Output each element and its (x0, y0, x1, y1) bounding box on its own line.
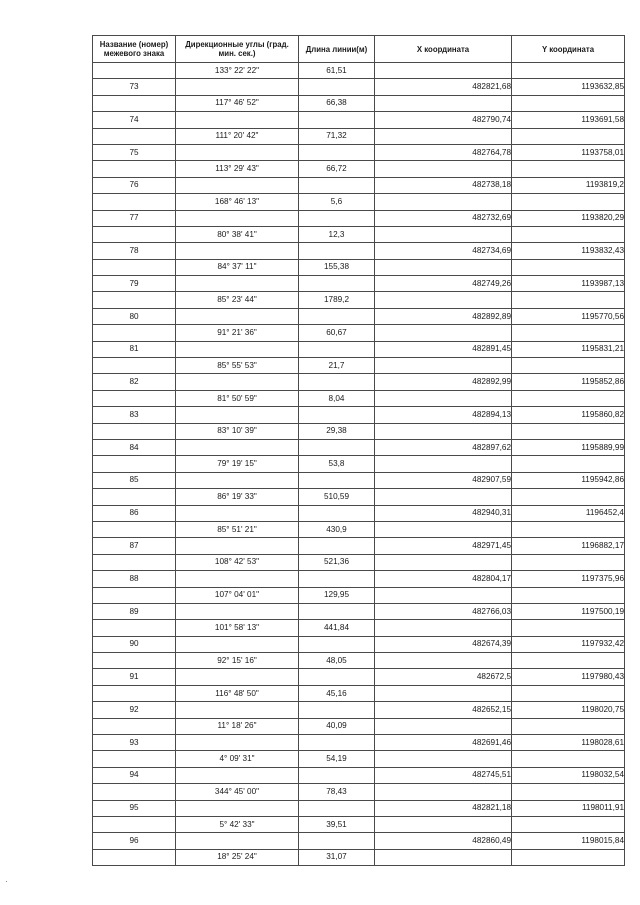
segment-row (93, 620, 625, 636)
segment-angle: 85° 51' 21" (176, 521, 299, 537)
point-row (93, 79, 625, 95)
y-coordinate: 1196882,17 (512, 538, 625, 554)
point-name: 74 (93, 112, 176, 128)
segment-length: 48,05 (299, 653, 375, 669)
point-name: 84 (93, 439, 176, 455)
header-line-length: Длина линии(м) (299, 36, 375, 63)
y-coordinate: 1198032,54 (512, 767, 625, 783)
point-row (93, 276, 625, 292)
point-name: 93 (93, 735, 176, 751)
y-coordinate: 1195831,21 (512, 341, 625, 357)
segment-length: 5,6 (299, 194, 375, 210)
segment-angle: 133° 22' 22" (176, 63, 299, 79)
point-name: 92 (93, 702, 176, 718)
x-coordinate: 482892,89 (375, 308, 512, 324)
segment-angle: 111° 20' 42" (176, 128, 299, 144)
x-coordinate: 482860,49 (375, 833, 512, 849)
point-row (93, 112, 625, 128)
point-name: 78 (93, 243, 176, 259)
point-row (93, 735, 625, 751)
y-coordinate: 1195860,82 (512, 407, 625, 423)
y-coordinate: 1195942,86 (512, 472, 625, 488)
point-name: 90 (93, 636, 176, 652)
point-name: 82 (93, 374, 176, 390)
point-row (93, 144, 625, 160)
segment-angle: 91° 21' 36" (176, 325, 299, 341)
point-row (93, 407, 625, 423)
segment-length: 40,09 (299, 718, 375, 734)
point-name: 73 (93, 79, 176, 95)
segment-angle: 84° 37' 11" (176, 259, 299, 275)
y-coordinate: 1197375,96 (512, 571, 625, 587)
point-row (93, 833, 625, 849)
segment-angle: 113° 29' 43" (176, 161, 299, 177)
point-name: 94 (93, 767, 176, 783)
point-row (93, 767, 625, 783)
point-row (93, 505, 625, 521)
segment-angle: 92° 15' 16" (176, 653, 299, 669)
segment-angle: 80° 38' 41" (176, 226, 299, 242)
segment-length: 78,43 (299, 784, 375, 800)
segment-length: 54,19 (299, 751, 375, 767)
x-coordinate: 482674,39 (375, 636, 512, 652)
segment-row (93, 128, 625, 144)
segment-length: 8,04 (299, 390, 375, 406)
segment-row (93, 685, 625, 701)
point-name: 95 (93, 800, 176, 816)
segment-row (93, 849, 625, 865)
segment-row (93, 292, 625, 308)
segment-row (93, 325, 625, 341)
x-coordinate: 482891,45 (375, 341, 512, 357)
x-coordinate: 482764,78 (375, 144, 512, 160)
segment-row (93, 489, 625, 505)
x-coordinate: 482971,45 (375, 538, 512, 554)
y-coordinate: 1193987,13 (512, 276, 625, 292)
table-header-row (93, 36, 625, 63)
x-coordinate: 482732,69 (375, 210, 512, 226)
segment-length: 45,16 (299, 685, 375, 701)
segment-angle: 168° 46' 13" (176, 194, 299, 210)
segment-length: 1789,2 (299, 292, 375, 308)
x-coordinate: 482738,18 (375, 177, 512, 193)
y-coordinate: 1193819,2 (512, 177, 625, 193)
point-row (93, 177, 625, 193)
segment-length: 129,95 (299, 587, 375, 603)
y-coordinate: 1197980,43 (512, 669, 625, 685)
segment-row (93, 358, 625, 374)
point-row (93, 800, 625, 816)
segment-row (93, 521, 625, 537)
x-coordinate: 482790,74 (375, 112, 512, 128)
segment-length: 66,38 (299, 95, 375, 111)
header-x-coordinate: X координата (375, 36, 512, 63)
segment-length: 510,59 (299, 489, 375, 505)
segment-angle: 83° 10' 39" (176, 423, 299, 439)
segment-length: 39,51 (299, 816, 375, 832)
segment-angle: 85° 23' 44" (176, 292, 299, 308)
y-coordinate: 1195852,86 (512, 374, 625, 390)
segment-angle: 4° 09' 31" (176, 751, 299, 767)
segment-row (93, 423, 625, 439)
x-coordinate: 482907,59 (375, 472, 512, 488)
point-row (93, 243, 625, 259)
x-coordinate: 482691,46 (375, 735, 512, 751)
x-coordinate: 482652,15 (375, 702, 512, 718)
segment-row (93, 554, 625, 570)
segment-angle: 81° 50' 59" (176, 390, 299, 406)
point-name: 88 (93, 571, 176, 587)
header-y-coordinate: Y координата (512, 36, 625, 63)
segment-length: 71,32 (299, 128, 375, 144)
point-row (93, 210, 625, 226)
x-coordinate: 482892,99 (375, 374, 512, 390)
segment-angle: 107° 04' 01" (176, 587, 299, 603)
point-name: 83 (93, 407, 176, 423)
segment-angle: 18° 25' 24" (176, 849, 299, 865)
x-coordinate: 482940,31 (375, 505, 512, 521)
x-coordinate: 482897,62 (375, 439, 512, 455)
segment-angle: 101° 58' 13" (176, 620, 299, 636)
segment-angle: 5° 42' 33" (176, 816, 299, 832)
point-row (93, 669, 625, 685)
point-name: 76 (93, 177, 176, 193)
segment-row (93, 587, 625, 603)
y-coordinate: 1193632,85 (512, 79, 625, 95)
point-row (93, 341, 625, 357)
segment-angle: 86° 19' 33" (176, 489, 299, 505)
y-coordinate: 1193832,43 (512, 243, 625, 259)
point-name: 79 (93, 276, 176, 292)
point-name: 75 (93, 144, 176, 160)
segment-row (93, 751, 625, 767)
y-coordinate: 1193758,01 (512, 144, 625, 160)
point-name: 80 (93, 308, 176, 324)
segment-length: 21,7 (299, 358, 375, 374)
segment-angle: 344° 45' 00" (176, 784, 299, 800)
segment-length: 61,51 (299, 63, 375, 79)
segment-length: 12,3 (299, 226, 375, 242)
segment-angle: 108° 42' 53" (176, 554, 299, 570)
point-name: 85 (93, 472, 176, 488)
y-coordinate: 1198028,61 (512, 735, 625, 751)
segment-row (93, 161, 625, 177)
x-coordinate: 482749,26 (375, 276, 512, 292)
y-coordinate: 1193691,58 (512, 112, 625, 128)
table-body (93, 63, 625, 866)
segment-row (93, 226, 625, 242)
point-name: 87 (93, 538, 176, 554)
segment-length: 430,9 (299, 521, 375, 537)
y-coordinate: 1198020,75 (512, 702, 625, 718)
segment-angle: 85° 55' 53" (176, 358, 299, 374)
y-coordinate: 1198011,91 (512, 800, 625, 816)
point-row (93, 472, 625, 488)
segment-row (93, 259, 625, 275)
point-row (93, 571, 625, 587)
point-name: 89 (93, 603, 176, 619)
segment-length: 521,36 (299, 554, 375, 570)
point-name: 91 (93, 669, 176, 685)
x-coordinate: 482766,03 (375, 603, 512, 619)
segment-angle: 116° 48' 50" (176, 685, 299, 701)
segment-length: 31,07 (299, 849, 375, 865)
boundary-coordinates-table (92, 35, 625, 866)
y-coordinate: 1197932,42 (512, 636, 625, 652)
segment-length: 53,8 (299, 456, 375, 472)
x-coordinate: 482894,13 (375, 407, 512, 423)
segment-angle: 117° 46' 52" (176, 95, 299, 111)
point-row (93, 308, 625, 324)
segment-row (93, 194, 625, 210)
point-row (93, 603, 625, 619)
segment-row (93, 390, 625, 406)
segment-row (93, 95, 625, 111)
x-coordinate: 482804,17 (375, 571, 512, 587)
y-coordinate: 1195889,99 (512, 439, 625, 455)
segment-length: 441,84 (299, 620, 375, 636)
x-coordinate: 482821,68 (375, 79, 512, 95)
segment-angle: 11° 18' 26" (176, 718, 299, 734)
header-direction-angle: Дирекционные углы (град. мин. сек.) (176, 36, 299, 63)
segment-row (93, 784, 625, 800)
segment-row (93, 718, 625, 734)
y-coordinate: 1197500,19 (512, 603, 625, 619)
x-coordinate: 482672,5 (375, 669, 512, 685)
point-row (93, 702, 625, 718)
x-coordinate: 482821,18 (375, 800, 512, 816)
y-coordinate: 1196452,4 (512, 505, 625, 521)
x-coordinate: 482734,69 (375, 243, 512, 259)
y-coordinate: 1195770,56 (512, 308, 625, 324)
point-name: 86 (93, 505, 176, 521)
scan-speck (6, 881, 7, 882)
header-point-name: Название (номер) межевого знака (93, 36, 176, 63)
segment-length: 155,38 (299, 259, 375, 275)
point-row (93, 636, 625, 652)
y-coordinate: 1193820,29 (512, 210, 625, 226)
point-row (93, 538, 625, 554)
segment-length: 29,38 (299, 423, 375, 439)
point-row (93, 374, 625, 390)
segment-row (93, 456, 625, 472)
segment-row (93, 63, 625, 79)
point-name: 96 (93, 833, 176, 849)
y-coordinate: 1198015,84 (512, 833, 625, 849)
point-row (93, 439, 625, 455)
segment-row (93, 653, 625, 669)
point-name: 81 (93, 341, 176, 357)
segment-angle: 79° 19' 15" (176, 456, 299, 472)
segment-row (93, 816, 625, 832)
x-coordinate: 482745,51 (375, 767, 512, 783)
point-name: 77 (93, 210, 176, 226)
segment-length: 60,67 (299, 325, 375, 341)
segment-length: 66,72 (299, 161, 375, 177)
